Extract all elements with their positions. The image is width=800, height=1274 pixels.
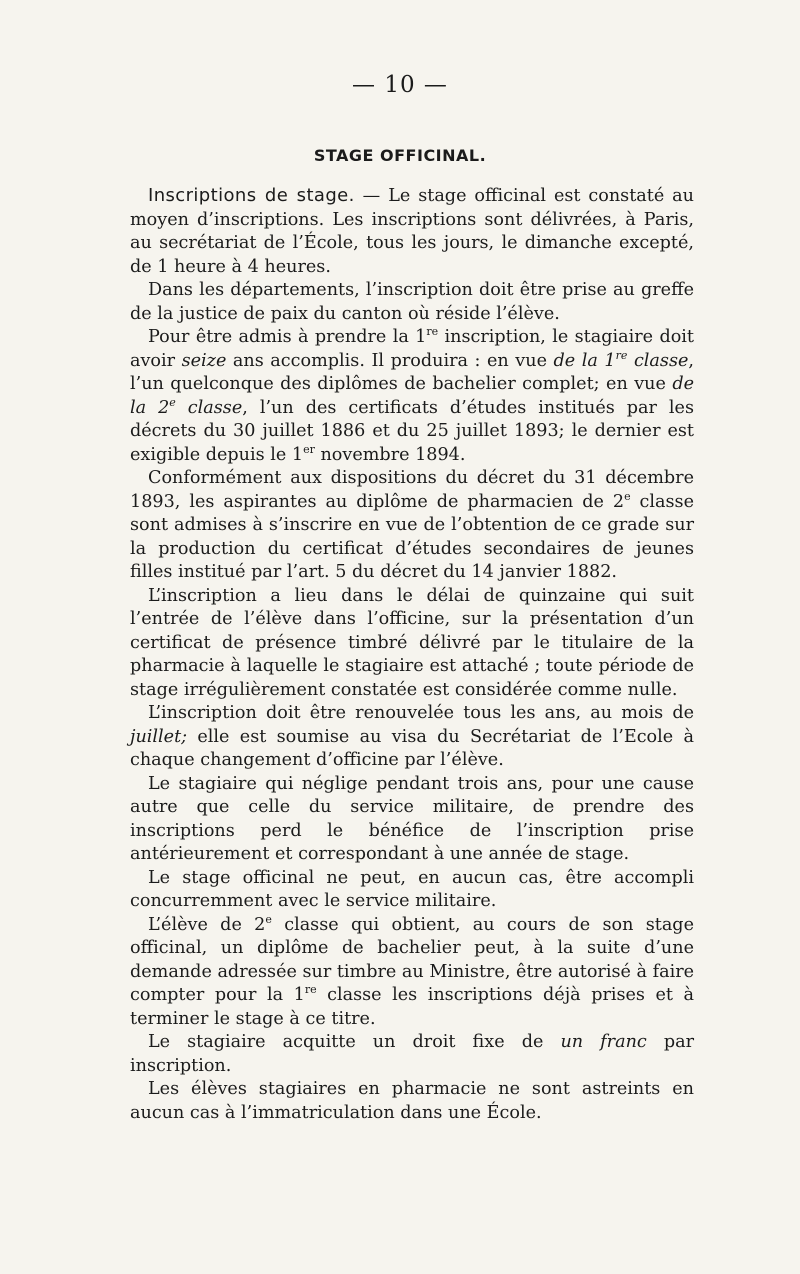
run-in-heading: Inscriptions de stage. xyxy=(148,185,355,206)
text-run: Conformément aux dispositions du décret du 31 décembre 1893, les aspirantes au diplôme de pharmacien de 2 xyxy=(130,468,694,512)
page-body xyxy=(130,184,694,1125)
page-number: — 10 — xyxy=(352,72,448,98)
text-run: , l’un des certificats d’études institués par les décrets du 30 juillet 1886 et du 25 juillet 1893; le dernier est exigible depuis le 1 xyxy=(130,397,694,465)
text-run: classe les inscriptions déjà prises et à terminer le stage à ce titre. xyxy=(130,985,695,1029)
superscript: re xyxy=(426,325,439,339)
paragraph-service-militaire: Le stage officinal ne peut, en aucun cas, être accompli concurremment avec le service militaire. xyxy=(130,867,694,911)
italic-run: seize xyxy=(181,350,227,371)
superscript: e xyxy=(169,395,176,409)
text-run: ans accomplis. Il produira : en vue xyxy=(226,350,554,371)
text-run: Pour être admis à prendre la 1 xyxy=(148,327,427,347)
text-run: classe qui obtient, au cours de son stage officinal, un diplôme de bachelier peut, à la suite d’une demande adressée sur timbre au Ministre, être autorisé à faire compter pour la 1 xyxy=(130,914,695,1005)
superscript: e xyxy=(624,489,631,503)
paragraph-negligence: Le stagiaire qui néglige pendant trois ans, pour une cause autre que celle du service militaire, de prendre des inscriptions perd le bénéfice de l’inscription prise antérieurement et correspondant à une année de stage. xyxy=(130,773,694,864)
text-run: classe xyxy=(627,350,689,371)
paragraph-inscriptions xyxy=(130,184,694,279)
text-run: Le stagiaire acquitte un droit fixe de xyxy=(148,1032,561,1052)
paragraph-deuxieme-classe xyxy=(130,914,694,1032)
text-run: de la 1 xyxy=(553,350,616,371)
text-run: elle est soumise au visa du Secrétariat de l’Ecole à chaque changement d’officine par l’élève. xyxy=(130,726,694,770)
paragraph-immatriculation: Les élèves stagiaires en pharmacie ne sont astreints en aucun cas à l’immatriculation dans une École. xyxy=(130,1079,694,1123)
section-title: STAGE OFFICINAL. xyxy=(313,146,487,165)
superscript: er xyxy=(303,442,315,456)
paragraph-renouvellement xyxy=(130,702,694,773)
superscript: e xyxy=(265,912,272,926)
paragraph-aspirantes xyxy=(130,467,694,585)
text-run: par inscription. xyxy=(130,1032,694,1076)
italic-run: un franc xyxy=(560,1032,647,1052)
text-run: , l’un quelconque des diplômes de bachelier complet; en vue xyxy=(130,350,694,394)
italic-run xyxy=(553,348,689,371)
superscript: re xyxy=(615,348,628,362)
paragraph-admission xyxy=(130,326,694,467)
text-run: L’élève de 2 xyxy=(148,914,266,935)
paragraph-departements: Dans les départements, l’inscription doit être prise au greffe de la justice de paix du canton où réside l’élève. xyxy=(130,280,694,324)
paragraph-delai: L’inscription a lieu dans le délai de quinzaine qui suit l’entrée de l’élève dans l’officine, sur la présentation d’un certificat de présence timbré délivré par le titulaire de la pharmacie à laquelle le stagiaire est attaché ; toute période de stage irrégulièrement constatée est considérée comme nulle. xyxy=(130,585,694,700)
text-run: classe sont admises à s’inscrire en vue de l’obtention de ce grade sur la production du certificat d’études secondaires de jeunes filles institué par l’art. 5 du décret du 14 janvier 1882. xyxy=(130,491,694,582)
paragraph-droit-fixe xyxy=(130,1031,694,1078)
italic-run: juillet; xyxy=(130,726,188,747)
text-run: de la 2 xyxy=(130,374,694,418)
paragraph-text: — Le stage officinal est constaté au moyen d’inscriptions. Les inscriptions sont délivrées, à Paris, au secrétariat de l’École, tous les jours, le dimanche excepté, de 1 heure à 4 heures. xyxy=(130,186,694,277)
superscript: re xyxy=(304,983,317,997)
text-run: classe xyxy=(175,397,243,418)
text-run: L’inscription doit être renouvelée tous les ans, au mois de xyxy=(148,703,694,723)
text-run: inscription, le stagiaire doit avoir xyxy=(130,327,694,371)
text-run: novembre 1894. xyxy=(314,444,466,465)
